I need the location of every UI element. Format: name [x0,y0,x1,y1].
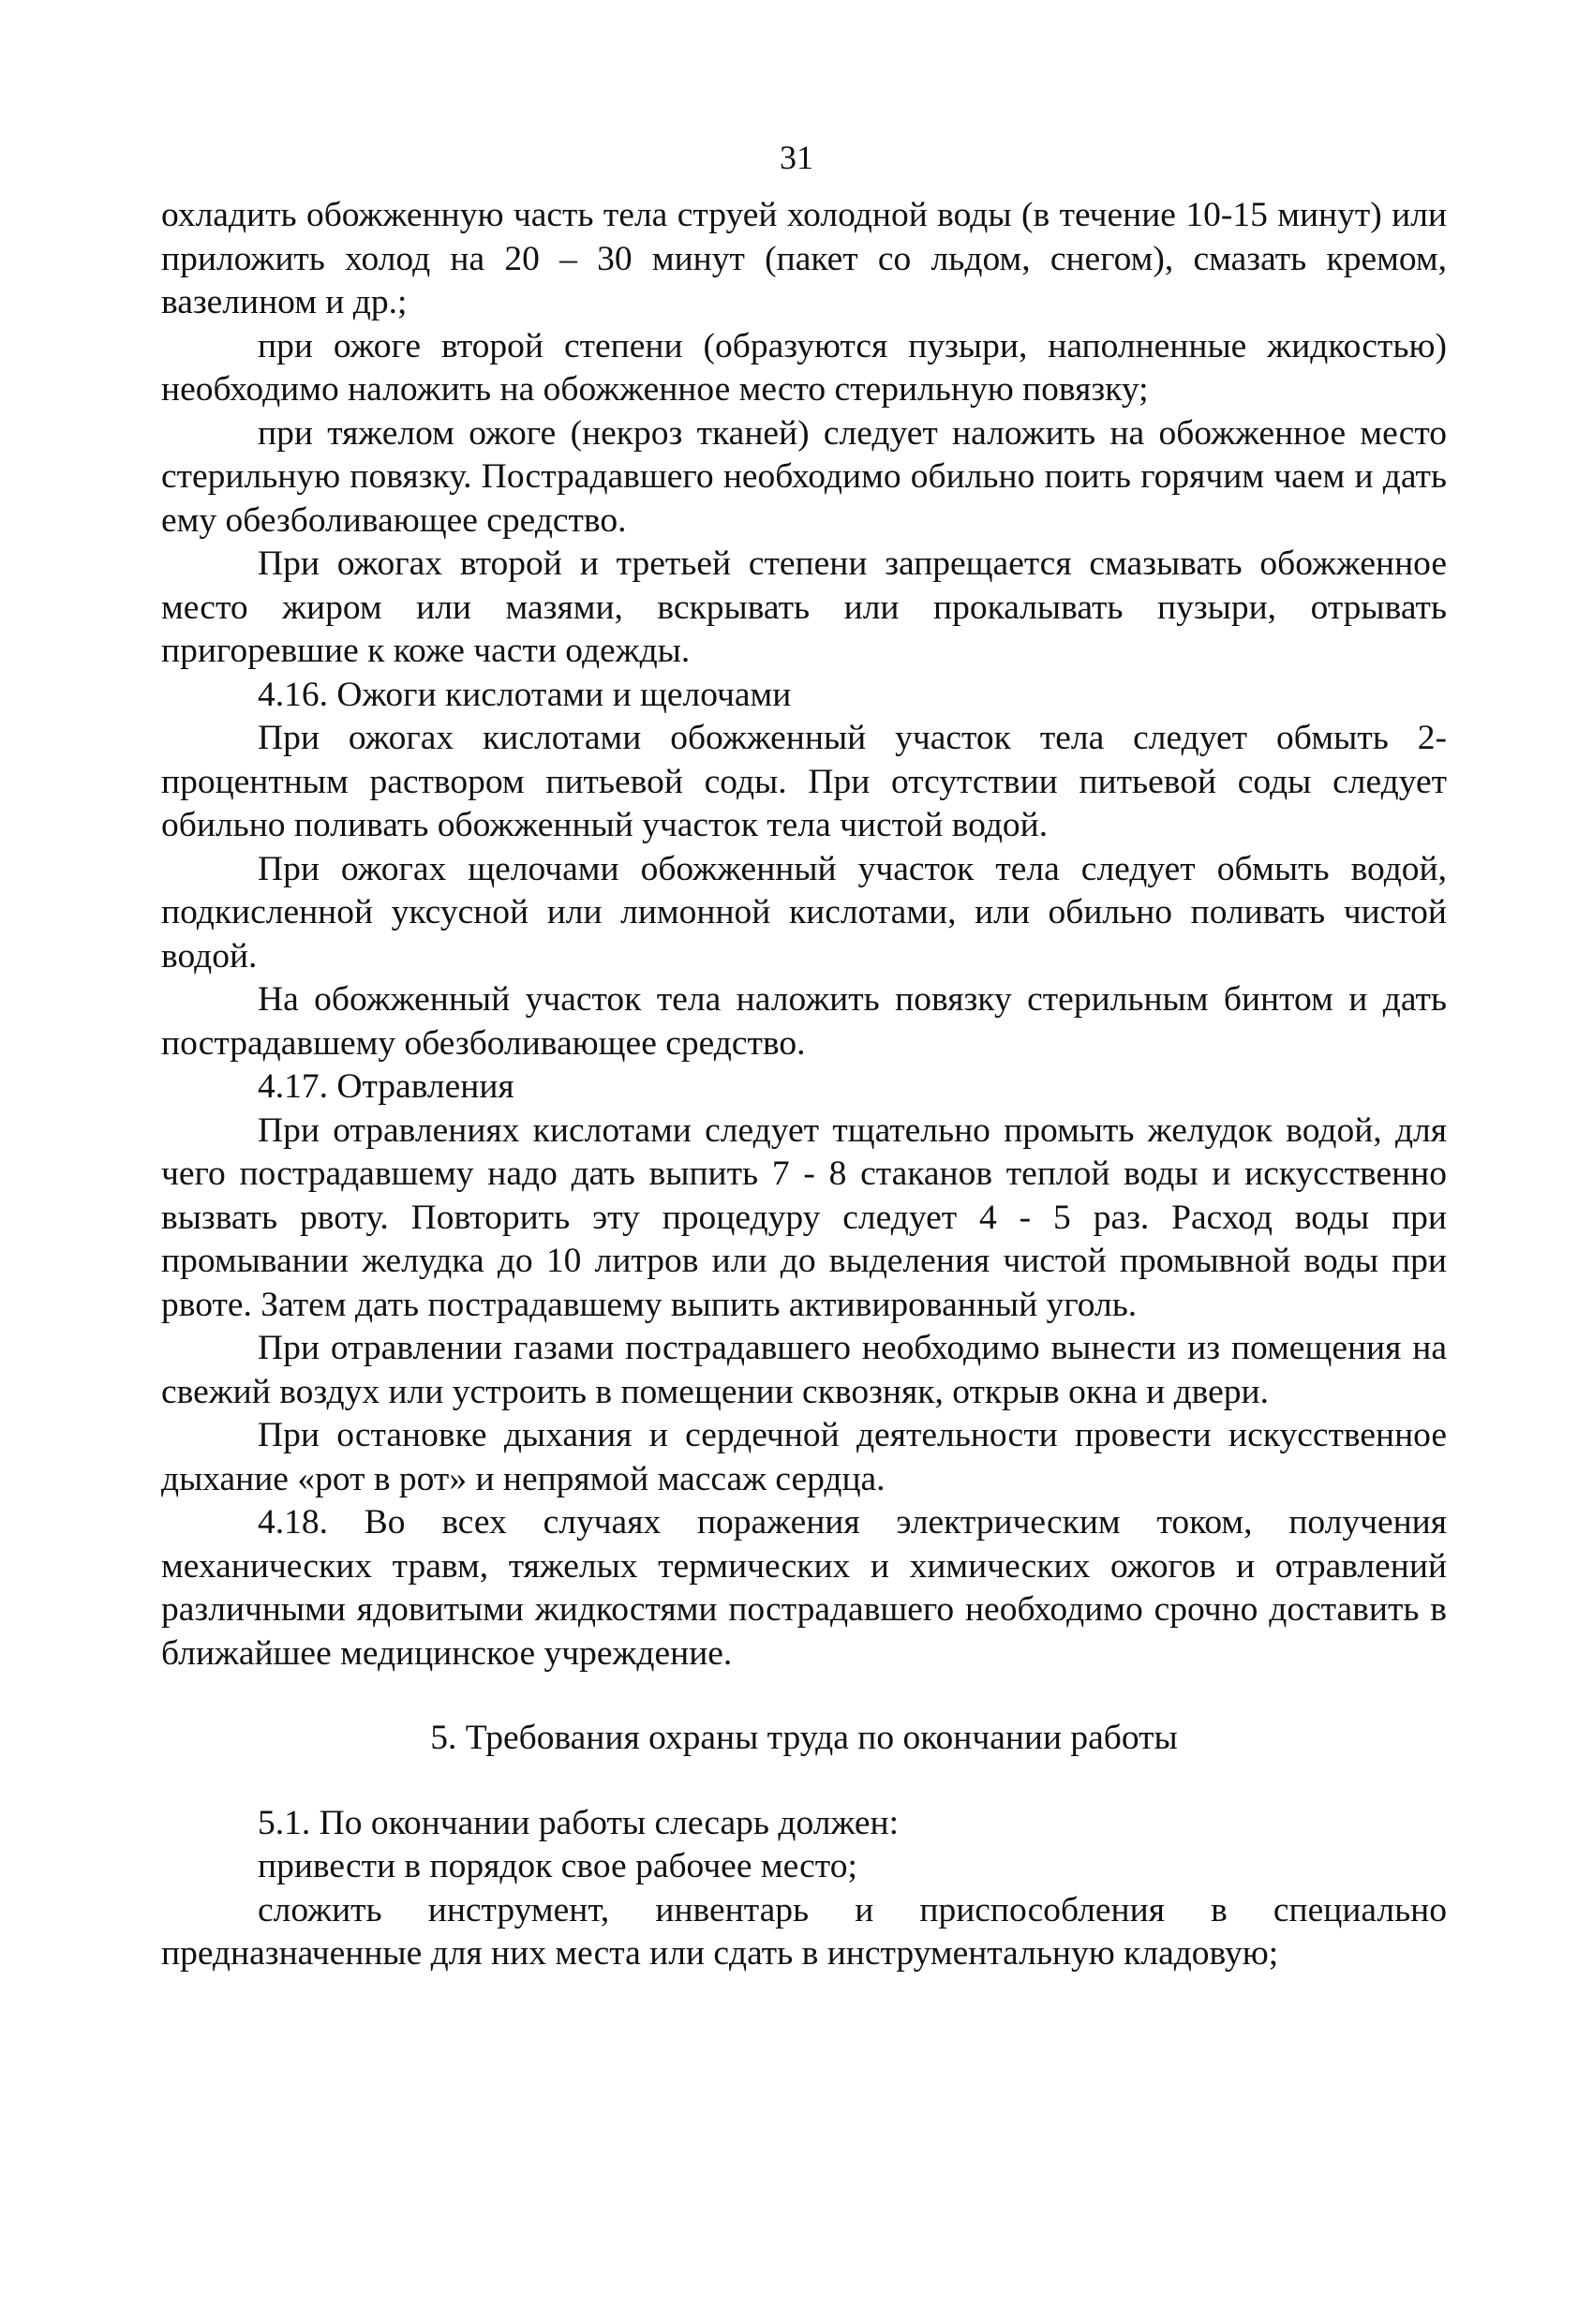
paragraph: При отравлении газами пострадавшего необходимо вынести из помещения на свежий воздух или устроить в помещении сквозняк, открыв окна и двери. [161,1329,1447,1411]
paragraph: На обожженный участок тела наложить повязку стерильным бинтом и дать пострадавшему обезболивающее средство. [161,980,1447,1063]
page-number: 31 [780,139,813,176]
paragraph: привести в порядок свое рабочее место; [258,1847,857,1885]
paragraph: При ожогах щелочами обожженный участок тела следует обмыть водой, подкисленной уксусной или лимонной кислотами, или обильно поливать чистой водой. [161,849,1447,976]
paragraph: При ожогах кислотами обожженный участок тела следует обмыть 2-процентным раствором питьевой соды. При отсутствии питьевой соды следует обильно поливать обожженный участок тела чистой водой. [161,719,1447,844]
paragraph: при тяжелом ожоге (некроз тканей) следует наложить на обожженное место стерильную повязку. Пострадавшего необходимо обильно поить горячим чаем и дать ему обезболивающее средство. [161,413,1447,540]
paragraph: сложить инструмент, инвентарь и приспособления в специально предназначенные для них места или сдать в инструментальную кладовую; [161,1890,1447,1973]
paragraph: При ожогах второй и третьей степени запрещается смазывать обожженное место жиром или мазями, вскрывать или прокалывать пузыри, отрывать пригоревшие к коже части одежды. [161,544,1447,670]
document-body [161,194,1447,1976]
section-heading: 5. Требования охраны труда по окончании работы [430,1719,1178,1757]
paragraph: при ожоге второй степени (образуются пузыри, наполненные жидкостью) необходимо наложить на обожженное место стерильную повязку; [161,326,1447,409]
subsection-heading: 4.16. Ожоги кислотами и щелочами [258,675,792,714]
paragraph: охладить обожженную часть тела струей холодной воды (в течение 10-15 минут) или приложить холод на 20 – 30 минут (пакет со льдом, снегом), смазать кремом, вазелином и др.; [161,196,1447,321]
paragraph: 5.1. По окончании работы слесарь должен: [258,1803,899,1842]
subsection-heading: 4.17. Отравления [258,1067,514,1106]
paragraph: При остановке дыхания и сердечной деятельности провести искусственное дыхание «рот в рот» и непрямой массаж сердца. [161,1416,1447,1498]
paragraph: 4.18. Во всех случаях поражения электрическим током, получения механических травм, тяжелых термических и химических ожогов и отравлений различными ядовитыми жидкостями пострадавшего необходимо срочно доставить в ближайшее медицинское учреждение. [161,1503,1447,1673]
paragraph: При отравлениях кислотами следует тщательно промыть желудок водой, для чего пострадавшему надо дать выпить 7 - 8 стаканов теплой воды и искусственно вызвать рвоту. Повторить эту процедуру следует 4 - 5 раз. Расход воды при промывании желудка до 10 литров или до выделения чистой промывной воды при рвоте. Затем дать пострадавшему выпить активированный уголь. [161,1110,1447,1324]
